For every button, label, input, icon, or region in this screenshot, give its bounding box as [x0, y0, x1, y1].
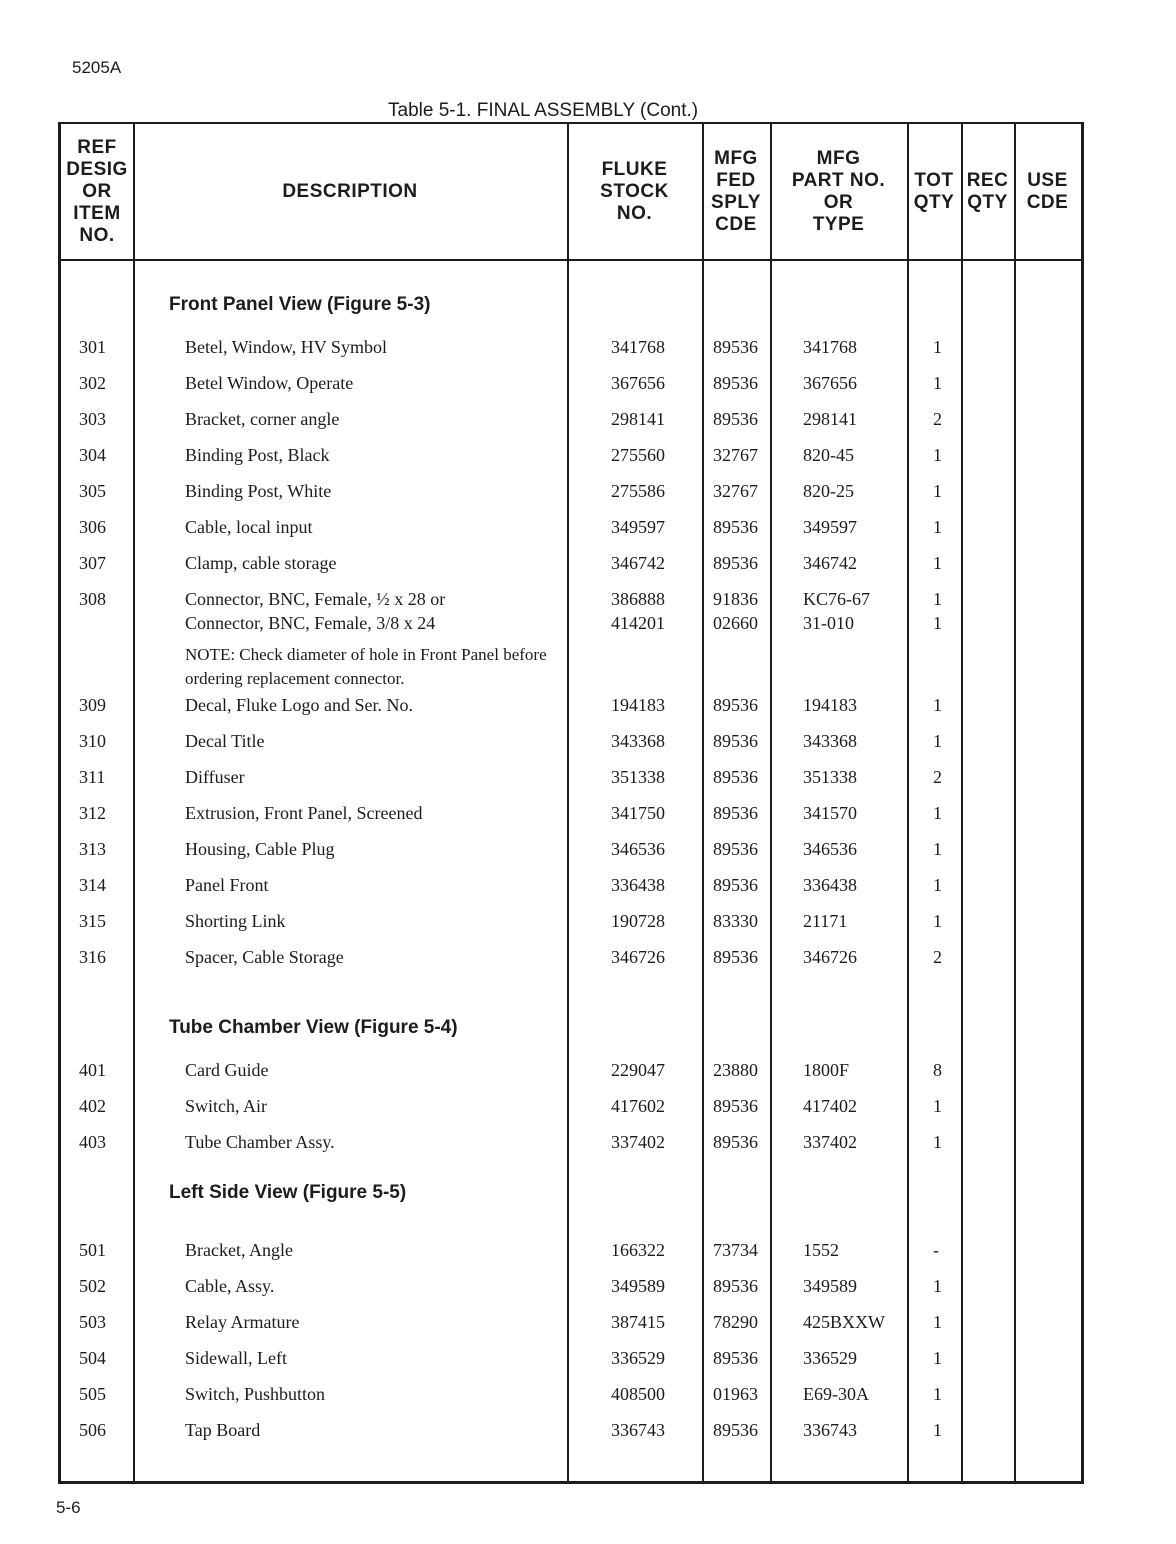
- cell-fluke-stock-no: 346536: [611, 839, 665, 859]
- cell-tot-qty: 1: [933, 731, 942, 751]
- cell-description: Spacer, Cable Storage: [185, 947, 344, 967]
- cell-description: Extrusion, Front Panel, Screened: [185, 803, 423, 823]
- cell-fluke-stock-no: 343368: [611, 731, 665, 751]
- cell-ref-designator: 311: [79, 767, 106, 787]
- parts-list-table: [58, 122, 1084, 1484]
- cell-ref-designator: 303: [79, 409, 106, 429]
- cell-mfg-fed-sply-cde: 23880: [713, 1060, 758, 1080]
- cell-description: Decal Title: [185, 731, 265, 751]
- cell-fluke-stock-no: 367656: [611, 373, 665, 393]
- cell-tot-qty: 1: [933, 839, 942, 859]
- cell-tot-qty: 2: [933, 409, 942, 429]
- cell-ref-designator: 314: [79, 875, 106, 895]
- cell-mfg-fed-sply-cde: 32767: [713, 445, 758, 465]
- cell-tot-qty: 1: [933, 373, 942, 393]
- cell-ref-designator: 316: [79, 947, 106, 967]
- table-row: [61, 803, 1081, 839]
- cell-tot-qty: 1: [933, 803, 942, 823]
- cell-mfg-fed-sply-cde: 73734: [713, 1240, 758, 1260]
- cell-description: Sidewall, Left: [185, 1348, 287, 1368]
- cell-description: Binding Post, White: [185, 481, 332, 501]
- table-row: [61, 839, 1081, 875]
- cell-mfg-fed-sply-cde: 89536: [713, 767, 758, 787]
- table-row: [61, 337, 1081, 373]
- cell-ref-designator: 305: [79, 481, 106, 501]
- cell-fluke-stock-no: 275560: [611, 445, 665, 465]
- table-row: [61, 1240, 1081, 1276]
- cell-mfg-fed-sply-cde: 89536: [713, 1348, 758, 1368]
- cell-fluke-stock-no: 275586: [611, 481, 665, 501]
- cell-fluke-stock-no: 387415: [611, 1312, 665, 1332]
- cell-mfg-fed-sply-cde: 89536: [713, 731, 758, 751]
- header-description: DESCRIPTION: [282, 180, 418, 202]
- table-row: [61, 481, 1081, 517]
- cell-mfg-part-no: 1800F: [803, 1060, 850, 1080]
- cell-mfg-part-no: 21171: [803, 911, 848, 931]
- cell-mfg-part-no: 417402: [803, 1096, 857, 1116]
- cell-mfg-part-no: 336529: [803, 1348, 857, 1368]
- cell-tot-qty: 2: [933, 767, 942, 787]
- cell-mfg-fed-sply-cde: 91836: [713, 589, 758, 609]
- cell-fluke-stock-no: 229047: [611, 1060, 665, 1080]
- table-row: [61, 1384, 1081, 1420]
- cell-mfg-part-no: 346742: [803, 553, 857, 573]
- cell-mfg-fed-sply-cde: 89536: [713, 839, 758, 859]
- cell-tot-qty: 2: [933, 947, 942, 967]
- cell-ref-designator: 304: [79, 445, 106, 465]
- table-row: [61, 695, 1081, 731]
- cell-ref-designator: 505: [79, 1384, 106, 1404]
- cell-mfg-part-no: 367656: [803, 373, 857, 393]
- cell-ref-designator: 312: [79, 803, 106, 823]
- cell-ref-designator: 401: [79, 1060, 106, 1080]
- cell-ref-designator: 502: [79, 1276, 106, 1296]
- cell-ref-designator: 313: [79, 839, 106, 859]
- section-heading: Tube Chamber View (Figure 5-4): [169, 1017, 458, 1038]
- cell-mfg-part-no: 341570: [803, 803, 857, 823]
- cell-description: Decal, Fluke Logo and Ser. No.: [185, 695, 413, 715]
- cell-description: Binding Post, Black: [185, 445, 330, 465]
- cell-fluke-stock-no: 336529: [611, 1348, 665, 1368]
- cell-tot-qty: 1: [933, 517, 942, 537]
- cell-mfg-fed-sply-cde: 89536: [713, 1132, 758, 1152]
- cell-description: Switch, Air: [185, 1096, 268, 1116]
- table-row: [61, 373, 1081, 409]
- cell-description: Card Guide: [185, 1060, 269, 1080]
- cell-mfg-part-no: 298141: [803, 409, 857, 429]
- cell-tot-qty: 1: [933, 553, 942, 573]
- header-tot-qty: TOT QTY: [913, 169, 955, 213]
- cell-tot-qty: 8: [933, 1060, 942, 1080]
- cell-fluke-stock-no: 351338: [611, 767, 665, 787]
- cell-description: Cable, Assy.: [185, 1276, 275, 1296]
- table-row: [61, 767, 1081, 803]
- cell-mfg-fed-sply-cde: 01963: [713, 1384, 758, 1404]
- cell-mfg-fed-sply-cde: 89536: [713, 409, 758, 429]
- cell-mfg-part-no: 336438: [803, 875, 857, 895]
- cell-tot-qty: 1: [933, 1420, 942, 1440]
- table-row: [61, 911, 1081, 947]
- cell-fluke-stock-no: 194183: [611, 695, 665, 715]
- header-mfg-part-no: MFG PART NO. OR TYPE: [791, 147, 886, 235]
- cell-tot-qty: 1: [933, 481, 942, 501]
- cell-mfg-part-no: KC76-67: [803, 589, 870, 609]
- cell-fluke-stock-no: 349597: [611, 517, 665, 537]
- table-row: [61, 1312, 1081, 1348]
- cell-ref-designator: 503: [79, 1312, 106, 1332]
- cell-description: Betel Window, Operate: [185, 373, 354, 393]
- cell-mfg-part-no: 351338: [803, 767, 857, 787]
- document-id: 5205A: [72, 58, 122, 77]
- cell-description: Panel Front: [185, 875, 269, 895]
- cell-description: Switch, Pushbutton: [185, 1384, 326, 1404]
- cell-tot-qty: 1: [933, 445, 942, 465]
- cell-description: Relay Armature: [185, 1312, 300, 1332]
- cell-tot-qty: 1: [933, 589, 942, 609]
- cell-mfg-fed-sply-cde: 89536: [713, 373, 758, 393]
- cell-mfg-part-no: 349589: [803, 1276, 857, 1296]
- cell-fluke-stock-no: 190728: [611, 911, 665, 931]
- cell-fluke-stock-no: 336743: [611, 1420, 665, 1440]
- cell-tot-qty: 1: [933, 1312, 942, 1332]
- cell-ref-designator: 315: [79, 911, 106, 931]
- cell-ref-designator: 308: [79, 589, 106, 609]
- section-heading: Front Panel View (Figure 5-3): [169, 294, 431, 315]
- cell-mfg-part-no: 346726: [803, 947, 857, 967]
- cell-tot-qty: 1: [933, 337, 942, 357]
- cell-description: Shorting Link: [185, 911, 286, 931]
- cell-tot-qty: 1: [933, 1276, 942, 1296]
- cell-ref-designator: 501: [79, 1240, 106, 1260]
- cell-fluke-stock-no: 341750: [611, 803, 665, 823]
- cell-description: Housing, Cable Plug: [185, 839, 335, 859]
- cell-fluke-stock-no: 346742: [611, 553, 665, 573]
- cell-mfg-fed-sply-cde: 02660: [713, 613, 758, 633]
- cell-mfg-fed-sply-cde: 89536: [713, 553, 758, 573]
- cell-description: Diffuser: [185, 767, 245, 787]
- cell-tot-qty: 1: [933, 613, 942, 633]
- table-title: Table 5-1. FINAL ASSEMBLY (Cont.): [388, 100, 699, 121]
- section-heading: Left Side View (Figure 5-5): [169, 1182, 407, 1203]
- cell-description: Betel, Window, HV Symbol: [185, 337, 387, 357]
- header-use-cde: USE CDE: [1026, 169, 1069, 213]
- cell-mfg-fed-sply-cde: 89536: [713, 803, 758, 823]
- cell-mfg-fed-sply-cde: 83330: [713, 911, 758, 931]
- cell-ref-designator: 506: [79, 1420, 106, 1440]
- cell-ref-designator: 307: [79, 553, 106, 573]
- table-row: [61, 409, 1081, 445]
- cell-fluke-stock-no: 336438: [611, 875, 665, 895]
- cell-tot-qty: 1: [933, 1348, 942, 1368]
- cell-ref-designator: 301: [79, 337, 106, 357]
- cell-description: Tube Chamber Assy.: [185, 1132, 335, 1152]
- cell-mfg-fed-sply-cde: 89536: [713, 1420, 758, 1440]
- replacement-note: NOTE: Check diameter of hole in Front Panel before ordering replacement connector.: [185, 645, 547, 688]
- cell-mfg-fed-sply-cde: 89536: [713, 337, 758, 357]
- cell-mfg-fed-sply-cde: 89536: [713, 947, 758, 967]
- cell-tot-qty: 1: [933, 1132, 942, 1152]
- cell-ref-designator: 306: [79, 517, 106, 537]
- cell-mfg-part-no: 820-25: [803, 481, 854, 501]
- cell-mfg-part-no: 1552: [803, 1240, 839, 1260]
- table-row: [61, 445, 1081, 481]
- cell-fluke-stock-no: 166322: [611, 1240, 665, 1260]
- cell-description: Tap Board: [185, 1420, 261, 1440]
- cell-tot-qty: 1: [933, 1096, 942, 1116]
- cell-description: Bracket, corner angle: [185, 409, 340, 429]
- cell-mfg-part-no: 425BXXW: [803, 1312, 885, 1332]
- table-row: [61, 1276, 1081, 1312]
- cell-mfg-part-no: 341768: [803, 337, 857, 357]
- cell-tot-qty: 1: [933, 911, 942, 931]
- cell-tot-qty: 1: [933, 1384, 942, 1404]
- table-row: [61, 1060, 1081, 1096]
- header-fluke-stock-no: FLUKE STOCK NO.: [600, 158, 669, 224]
- cell-ref-designator: 402: [79, 1096, 106, 1116]
- cell-tot-qty: -: [933, 1240, 939, 1260]
- cell-tot-qty: 1: [933, 875, 942, 895]
- cell-mfg-fed-sply-cde: 89536: [713, 1276, 758, 1296]
- header-rec-qty: REC QTY: [966, 169, 1009, 213]
- header-ref-desig: REF DESIG OR ITEM NO.: [66, 136, 128, 246]
- cell-ref-designator: 310: [79, 731, 106, 751]
- cell-description: Connector, BNC, Female, ½ x 28 or: [185, 589, 446, 609]
- table-row: [61, 517, 1081, 553]
- cell-mfg-part-no: 349597: [803, 517, 857, 537]
- cell-description: Connector, BNC, Female, 3/8 x 24: [185, 613, 436, 633]
- cell-mfg-fed-sply-cde: 89536: [713, 1096, 758, 1116]
- cell-mfg-fed-sply-cde: 78290: [713, 1312, 758, 1332]
- cell-fluke-stock-no: 386888: [611, 589, 665, 609]
- cell-fluke-stock-no: 337402: [611, 1132, 665, 1152]
- page-number: 5-6: [56, 1498, 81, 1517]
- table-row: [61, 1096, 1081, 1132]
- cell-ref-designator: 403: [79, 1132, 106, 1152]
- cell-fluke-stock-no: 349589: [611, 1276, 665, 1296]
- cell-mfg-part-no: 346536: [803, 839, 857, 859]
- cell-description: Clamp, cable storage: [185, 553, 337, 573]
- table-row: [61, 947, 1081, 983]
- cell-fluke-stock-no: 408500: [611, 1384, 665, 1404]
- cell-mfg-part-no: 820-45: [803, 445, 854, 465]
- cell-fluke-stock-no: 417602: [611, 1096, 665, 1116]
- table-row: [61, 553, 1081, 589]
- cell-ref-designator: 309: [79, 695, 106, 715]
- cell-mfg-fed-sply-cde: 89536: [713, 695, 758, 715]
- table-row: [61, 875, 1081, 911]
- cell-mfg-fed-sply-cde: 89536: [713, 517, 758, 537]
- cell-mfg-part-no: 343368: [803, 731, 857, 751]
- table-row: [61, 1420, 1081, 1456]
- table-row: [61, 731, 1081, 767]
- cell-fluke-stock-no: 414201: [611, 613, 665, 633]
- cell-mfg-part-no: 194183: [803, 695, 857, 715]
- cell-ref-designator: 302: [79, 373, 106, 393]
- header-mfg-fed-sply-cde: MFG FED SPLY CDE: [711, 147, 761, 235]
- table-row: [61, 1132, 1081, 1168]
- header-rule: [61, 259, 1081, 261]
- cell-description: Bracket, Angle: [185, 1240, 293, 1260]
- cell-fluke-stock-no: 298141: [611, 409, 665, 429]
- cell-mfg-fed-sply-cde: 32767: [713, 481, 758, 501]
- cell-mfg-part-no: 337402: [803, 1132, 857, 1152]
- cell-description: Cable, local input: [185, 517, 313, 537]
- cell-mfg-part-no: E69-30A: [803, 1384, 869, 1404]
- cell-mfg-part-no: 336743: [803, 1420, 857, 1440]
- table-row: [61, 1348, 1081, 1384]
- cell-fluke-stock-no: 346726: [611, 947, 665, 967]
- cell-fluke-stock-no: 341768: [611, 337, 665, 357]
- cell-mfg-fed-sply-cde: 89536: [713, 875, 758, 895]
- cell-mfg-part-no: 31-010: [803, 613, 854, 633]
- cell-tot-qty: 1: [933, 695, 942, 715]
- cell-ref-designator: 504: [79, 1348, 106, 1368]
